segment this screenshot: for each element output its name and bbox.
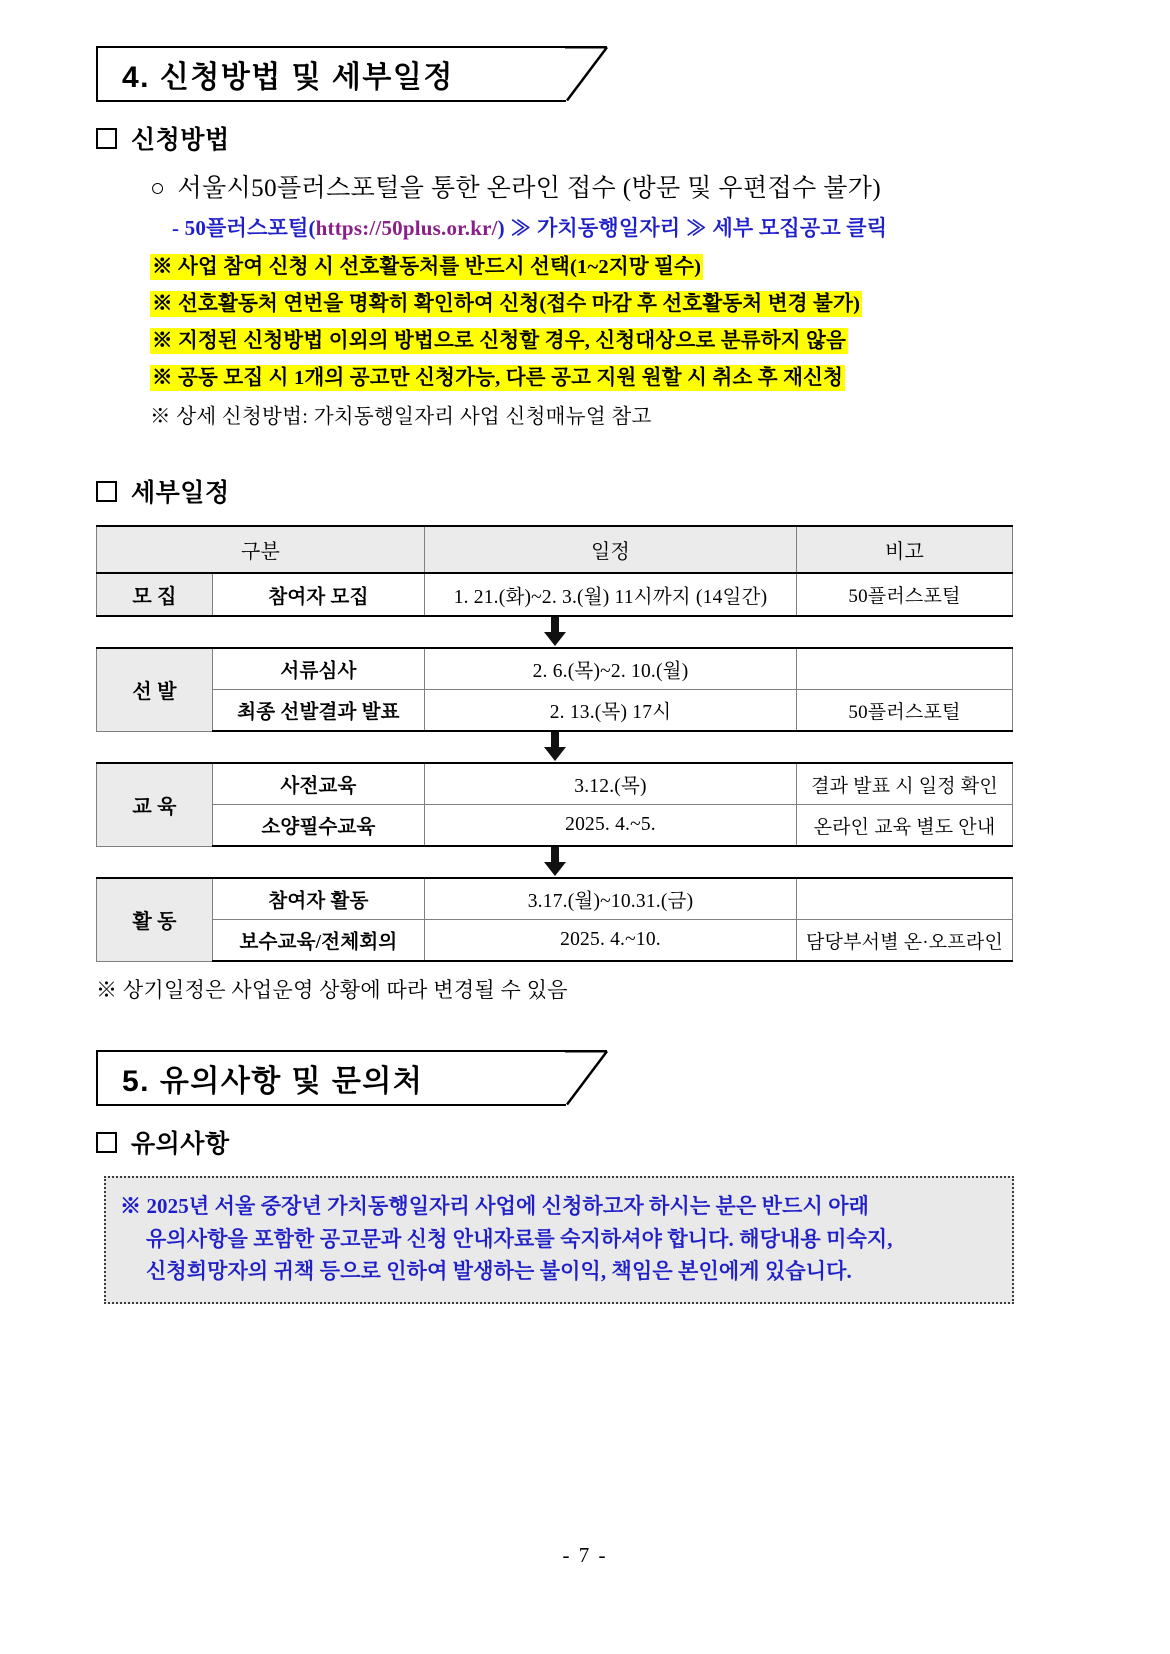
table-row: [97, 920, 1013, 962]
square-outline-icon: [96, 128, 117, 149]
highlight-note-1-text: ※ 사업 참여 신청 시 선호활동처를 반드시 선택(1~2지망 필수): [152, 256, 702, 278]
portal-prefix: - 50플러스포털(: [172, 216, 316, 240]
subheading-schedule: [96, 473, 1170, 509]
row-item: 사전교육: [213, 763, 425, 805]
portal-url[interactable]: https://50plus.or.kr/: [315, 216, 498, 240]
row-item: 서류심사: [213, 648, 425, 690]
table-row: [97, 763, 1013, 805]
banner-tail-icon: [565, 1050, 609, 1106]
row-remarks: 50플러스포털: [797, 573, 1013, 616]
portal-path-line: [172, 212, 1170, 242]
row-date: 2. 6.(목)~2. 10.(월): [425, 648, 797, 690]
table-row: [97, 878, 1013, 920]
highlight-note-1: [150, 249, 1170, 279]
row-date: 2025. 4.~10.: [425, 920, 797, 962]
section-4-title: 4. 신청방법 및 세부일정: [122, 61, 454, 94]
row-remarks: 결과 발표 시 일정 확인: [797, 763, 1013, 805]
section-5-title: 5. 유의사항 및 문의처: [122, 1065, 424, 1098]
row-date: 3.17.(월)~10.31.(금): [425, 878, 797, 920]
square-outline-icon: [96, 1132, 117, 1153]
down-arrow-icon: [542, 847, 568, 877]
column-header-date: 일정: [425, 526, 797, 573]
highlight-note-4: [150, 360, 1170, 390]
row-date: 3.12.(목): [425, 763, 797, 805]
column-header-remarks: 비고: [797, 526, 1013, 573]
apply-method-bullet: [150, 168, 1170, 204]
row-date: 2. 13.(목) 17시: [425, 690, 797, 732]
down-arrow-icon: [542, 617, 568, 647]
schedule-table: [96, 525, 1013, 962]
subheading-notice: [96, 1124, 1170, 1160]
row-item: 참여자 활동: [213, 878, 425, 920]
down-arrow-icon: [542, 732, 568, 762]
notice-line-3: [120, 1255, 998, 1288]
notice-line-3-text: 신청희망자의 귀책 등으로 인하여 발생하는 불이익, 책임은 본인에게 있습니다.: [146, 1259, 852, 1284]
highlight-note-3-text: ※ 지정된 신청방법 이외의 방법으로 신청할 경우, 신청대상으로 분류하지 않음: [152, 330, 847, 352]
circle-outline-icon: ○: [150, 175, 166, 202]
table-header-row: [97, 526, 1013, 573]
banner-tail-icon: [565, 46, 609, 102]
subheading-label: 유의사항: [131, 1130, 230, 1158]
table-row: [97, 648, 1013, 690]
row-category-training: 교 육: [97, 763, 213, 846]
flow-arrow-row: [97, 731, 1013, 763]
subheading-label: 신청방법: [131, 126, 230, 154]
notice-line-1: ※ 2025년 서울 중장년 가치동행일자리 사업에 신청하고자 하시는 분은 반드시 아래: [120, 1194, 869, 1218]
row-item: 소양필수교육: [213, 805, 425, 847]
subheading-label: 세부일정: [131, 479, 230, 507]
schedule-footnote: ※ 상기일정은 사업운영 상황에 따라 변경될 수 있음: [96, 978, 568, 1002]
row-remarks: 담당부서별 온·오프라인: [797, 920, 1013, 962]
schedule-table-wrap: [96, 525, 1012, 962]
row-date: 2025. 4.~5.: [425, 805, 797, 847]
notice-line-2: [120, 1223, 998, 1256]
page-number: - 7 -: [562, 1543, 608, 1567]
highlight-note-3: [150, 323, 1170, 353]
row-remarks: 온라인 교육 별도 안내: [797, 805, 1013, 847]
subheading-apply-method: [96, 120, 1170, 156]
portal-suffix: ) ≫ 가치동행일자리 ≫ 세부 모집공고 클릭: [497, 216, 888, 240]
highlight-note-2-text: ※ 선호활동처 연번을 명확히 확인하여 신청(접수 마감 후 선호활동처 변경 불가): [152, 293, 861, 315]
row-item: 보수교육/전체회의: [213, 920, 425, 962]
highlight-note-2: [150, 286, 1170, 316]
section-4-banner: [96, 46, 606, 102]
flow-arrow-row: [97, 846, 1013, 878]
column-header-category: 구분: [97, 526, 425, 573]
row-category-activity: 활 동: [97, 878, 213, 961]
page-footer: [0, 1543, 1170, 1568]
notice-line-2-text: 유의사항을 포함한 공고문과 신청 안내자료를 숙지하셔야 합니다. 해당내용 미숙지,: [146, 1226, 893, 1251]
apply-method-manual-note: ※ 상세 신청방법: 가치동행일자리 사업 신청매뉴얼 참고: [150, 406, 652, 428]
row-item: 참여자 모집: [213, 573, 425, 616]
row-remarks: [797, 648, 1013, 690]
highlight-note-4-text: ※ 공동 모집 시 1개의 공고만 신청가능, 다른 공고 지원 원할 시 취소 후 재신청: [152, 367, 844, 389]
row-category-selection: 선 발: [97, 648, 213, 731]
table-row: [97, 573, 1013, 616]
table-row: [97, 805, 1013, 847]
flow-arrow-row: [97, 616, 1013, 648]
square-outline-icon: [96, 481, 117, 502]
section-5-banner: [96, 1050, 606, 1106]
row-remarks: 50플러스포털: [797, 690, 1013, 732]
row-item: 최종 선발결과 발표: [213, 690, 425, 732]
apply-method-bullet-text: 서울시50플러스포털을 통한 온라인 접수 (방문 및 우편접수 불가): [177, 175, 882, 202]
table-row: [97, 690, 1013, 732]
notice-box: [104, 1176, 1014, 1304]
row-date: 1. 21.(화)~2. 3.(월) 11시까지 (14일간): [425, 573, 797, 616]
row-category-recruit: 모 집: [97, 573, 213, 616]
row-remarks: [797, 878, 1013, 920]
